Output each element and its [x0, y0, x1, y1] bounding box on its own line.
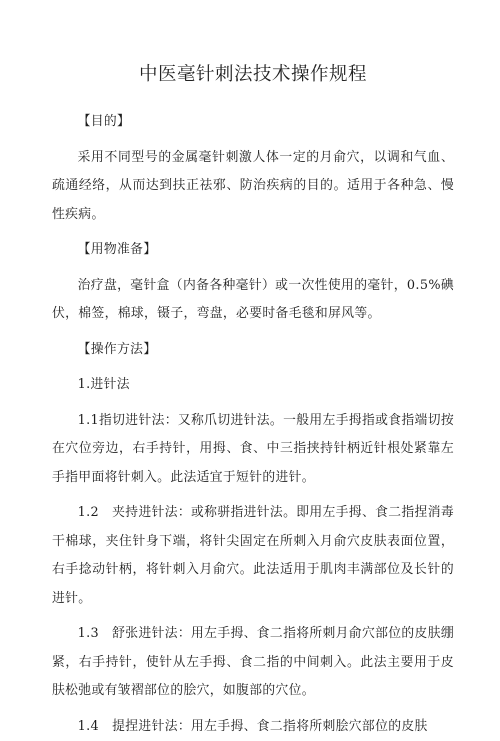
method-1-4-paragraph: 1.4 提捏进针法：用左手拇、食二指将所刺脍穴部位的皮肤: [52, 713, 454, 741]
method-1-3-paragraph: 1.3 舒张进针法：用左手拇、食二指将所刺月俞穴部位的皮肤绷紧，右手持针，使针从左手拇、食二指的中间刺入。此法主要用于皮肤松弛或有皱褶部位的脍穴，如腹部的穴位。: [52, 620, 454, 706]
method-1-2-paragraph: 1.2 夹持进针法：或称骈指进针法。即用左手拇、食二指捏消毒干棉球，夹住针身下端，将针尖固定在所刺入月俞穴皮肤表面位置，右手捻动针柄，将针刺入月俞穴。此法适用于肌肉丰满部位及长针的进针。: [52, 499, 454, 613]
section-heading-materials: 【用物准备】: [52, 236, 454, 265]
purpose-paragraph: 采用不同型号的金属毫针刺激人体一定的月俞穴，以调和气血、疏通经络，从而达到扶正祛邪、防治疾病的目的。适用于各种急、慢性疾病。: [52, 144, 454, 230]
document-body: [52, 108, 454, 741]
method-1-1-paragraph: 1.1指切进针法：又称爪切进针法。一般用左手拇指或食指端切按在穴位旁边，右手持针，用拇、食、中三指挟持针柄近针根处紧靠左手指甲面将针刺入。此法适宜于短针的进针。: [52, 407, 454, 493]
subsection-heading-needle-insertion: 1.进针法: [52, 371, 454, 400]
section-heading-method: 【操作方法】: [52, 336, 454, 365]
section-heading-purpose: 【目的】: [52, 108, 454, 137]
materials-paragraph: 治疗盘，毫针盒（内备各种毫针）或一次性使用的毫针，0.5%碘伏，棉签，棉球，镊子，弯盘，必要时备毛毯和屏风等。: [52, 272, 454, 329]
document-title: 中医毫针刺法技术操作规程: [52, 62, 454, 88]
